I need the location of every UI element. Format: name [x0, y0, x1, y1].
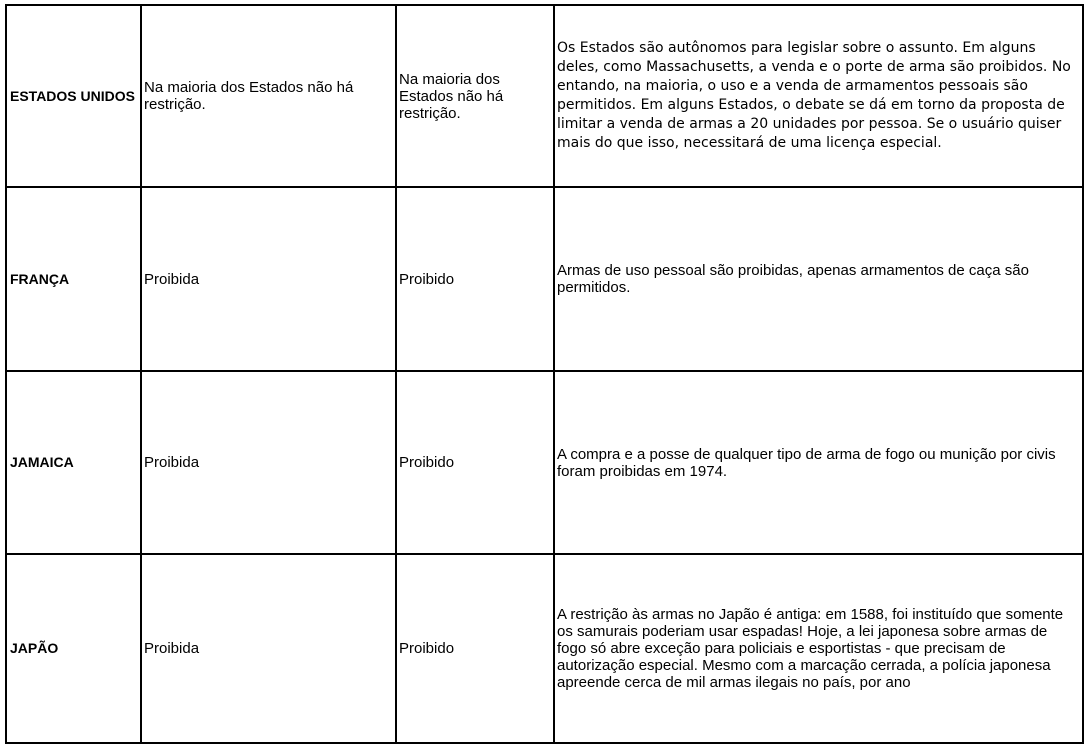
country-cell: JAMAICA: [6, 371, 141, 554]
notes-cell: A compra e a posse de qualquer tipo de arma de fogo ou munição por civis foram proibidas em 1974.: [554, 371, 1083, 554]
country-cell: ESTADOS UNIDOS: [6, 5, 141, 187]
country-cell: JAPÃO: [6, 554, 141, 743]
status-cell: Proibido: [396, 187, 554, 370]
country-cell: FRANÇA: [6, 187, 141, 370]
status-cell: Proibida: [141, 371, 396, 554]
status-cell: Proibida: [141, 187, 396, 370]
table-row: [6, 554, 1083, 743]
table-row: [6, 5, 1083, 187]
status-cell: Na maioria dos Estados não há restrição.: [396, 5, 554, 187]
table-row: [6, 187, 1083, 370]
status-cell: Na maioria dos Estados não há restrição.: [141, 5, 396, 187]
status-cell: Proibido: [396, 371, 554, 554]
status-cell: Proibida: [141, 554, 396, 743]
notes-cell: Armas de uso pessoal são proibidas, apenas armamentos de caça são permitidos.: [554, 187, 1083, 370]
notes-cell: A restrição às armas no Japão é antiga: em 1588, foi instituído que somente os samurais poderiam usar espadas! Hoje, a lei japonesa sobre armas de fogo só abre exceção para policiais e esportistas - que precisam de autorização especial. Mesmo com a marcação cerrada, a polícia japonesa apreende cerca de mil armas ilegais no país, por ano: [554, 554, 1083, 743]
table-row: [6, 371, 1083, 554]
notes-cell: Os Estados são autônomos para legislar sobre o assunto. Em alguns deles, como Massachusetts, a venda e o porte de arma são proibidos. No entando, na maioria, o uso e a venda de armamentos pessoais são permitidos. Em alguns Estados, o debate se dá em torno da proposta de limitar a venda de armas a 20 unidades por pessoa. Se o usuário quiser mais do que isso, necessitará de uma licença especial.: [554, 5, 1083, 187]
gun-law-table: [5, 4, 1084, 744]
status-cell: Proibido: [396, 554, 554, 743]
